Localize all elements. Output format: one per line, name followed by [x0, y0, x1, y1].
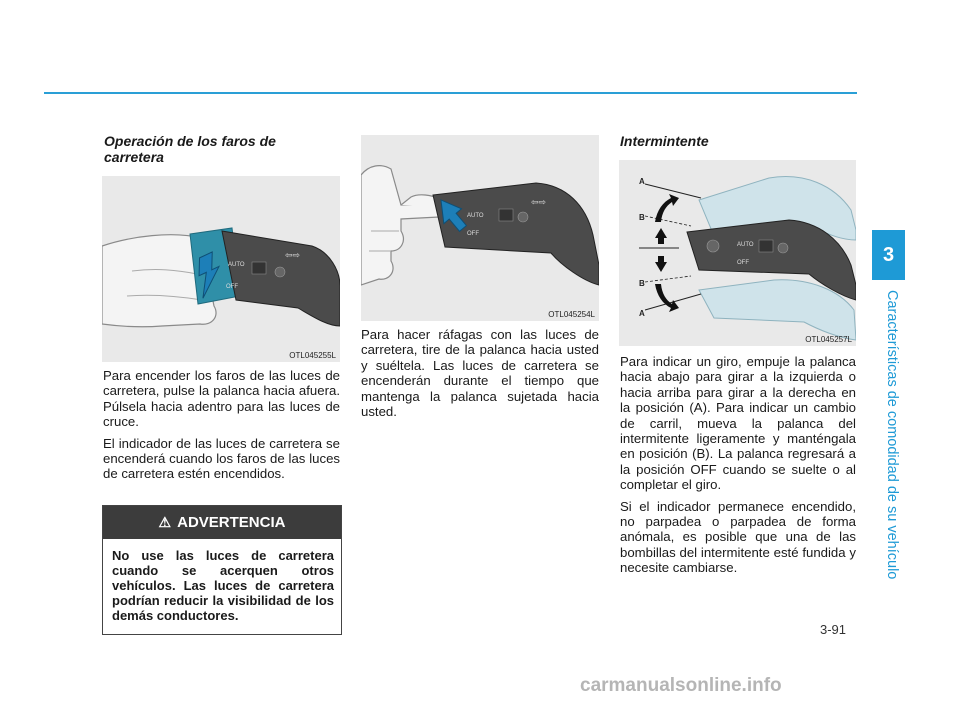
paragraph: Para hacer ráfagas con las luces de carretera, tire de la palanca hacia usted y suéltela. Las luces de carretera se encenderán durante el tiempo que mantenga la palanca sujetada hacia usted.: [361, 327, 599, 420]
lever-label-off: OFF: [737, 260, 749, 266]
lever-label-off: OFF: [226, 284, 238, 290]
figure-code: OTL045257L: [805, 335, 852, 344]
left-body-text: [103, 368, 340, 488]
lever-label-off: OFF: [467, 231, 479, 237]
watermark: carmanualsonline.info: [580, 675, 782, 696]
svg-text:⇦⇨: ⇦⇨: [531, 197, 547, 207]
arrow-down-icon: [655, 256, 667, 272]
figure-code: OTL045254L: [548, 310, 595, 319]
figure-flash-to-pass: [361, 135, 599, 321]
turn-signal-illustration: [619, 160, 856, 346]
warning-title: ADVERTENCIA: [177, 514, 286, 531]
figure-high-beam-push: [102, 176, 340, 362]
section-heading-turn-signal: Intermintente: [620, 133, 709, 149]
lever-push-illustration: [102, 176, 340, 362]
warning-box: [102, 505, 342, 635]
warning-header: [103, 506, 341, 539]
right-body-text: [620, 354, 856, 582]
curved-arrow-up-icon: [655, 194, 679, 222]
warning-text: No use las luces de carretera cuando se acerquen otros vehículos. Las luces de carretera podrían reducir la visibilidad de los demás conductores.: [112, 548, 334, 623]
lever-label-auto: AUTO: [467, 213, 484, 219]
label-a-bottom: A: [639, 309, 645, 318]
header-rule: [44, 92, 857, 94]
paragraph: Para indicar un giro, empuje la palanca hacia abajo para girar a la izquierda o hacia arriba para girar a la derecha en la posición (A). Para indicar un cambio de carril, mueva la palanca del intermitente ligeramente y manténgala en posición (B). La palanca regresará a la posición OFF cuando se suelte o al completar el giro.: [620, 354, 856, 493]
lever-pull-illustration: [361, 135, 599, 321]
warning-triangle-icon: ⚠: [158, 514, 172, 530]
lever-label-auto: AUTO: [228, 262, 245, 268]
middle-body-text: [361, 327, 599, 425]
lever-label-auto: AUTO: [737, 242, 754, 248]
section-heading-high-beam: Operación de los faros de carretera: [104, 133, 276, 165]
figure-turn-signal: [619, 160, 856, 346]
paragraph: Si el indicador permanece encendido, no parpadea o parpadea de forma anómala, es posible que una de las bombillas del intermitente esté fundida y necesite cambiarse.: [620, 498, 856, 576]
curved-arrow-down-icon: [655, 284, 679, 312]
label-a-top: A: [639, 177, 645, 186]
chapter-tab: 3: [872, 230, 905, 280]
chapter-title: Características de comodidad de su vehículo: [884, 290, 900, 580]
arrow-up-icon: [655, 228, 667, 244]
label-b-top: B: [639, 213, 645, 222]
figure-code: OTL045255L: [289, 351, 336, 360]
page-number: 3-91: [820, 622, 847, 637]
svg-text:⇦⇨: ⇦⇨: [285, 250, 301, 260]
paragraph: Para encender los faros de las luces de carretera, pulse la palanca hacia afuera. Púlsela hacia adentro para las luces de cruce.: [103, 368, 340, 430]
paragraph: El indicador de las luces de carretera se encenderá cuando los faros de las luces de carretera estén encendidos.: [103, 435, 340, 482]
label-b-bottom: B: [639, 279, 645, 288]
